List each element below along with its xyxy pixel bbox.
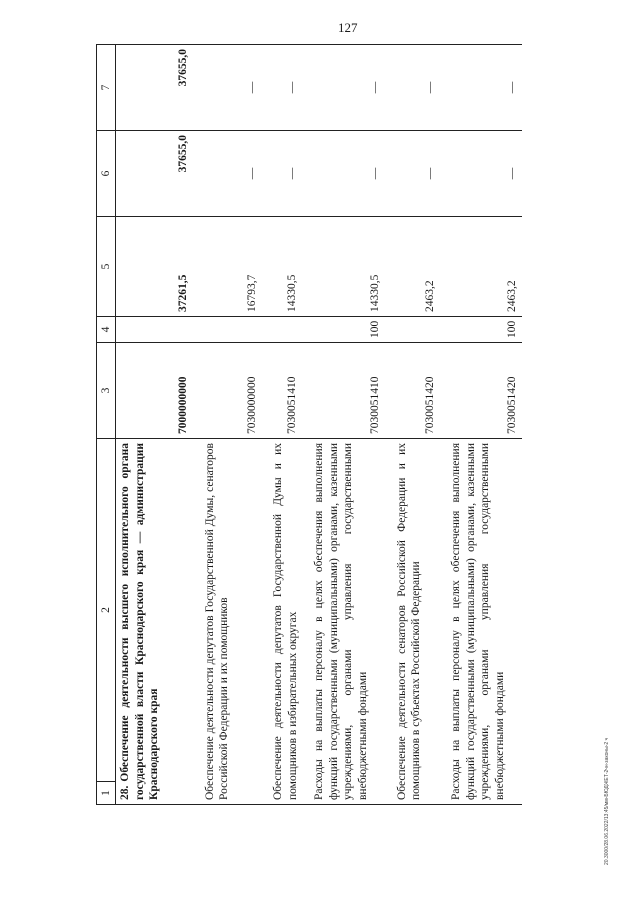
row-type: 100 (447, 317, 522, 343)
header-col-7: 7 (97, 45, 116, 131)
row-value-2022: 2463,2 (393, 217, 440, 317)
row-code: 7030000000 (201, 343, 262, 439)
header-col-3: 3 (97, 343, 116, 439)
row-value-2023: — (201, 131, 262, 217)
row-code: 7000000000 (116, 343, 193, 439)
row-code: 7030051410 (269, 343, 302, 439)
footer-stamp: 20.3000/28.06.2022/13:45/мм-БЮДЖЕТ-2чн-законы-2 ч (604, 737, 610, 865)
row-code: 7030051410 (310, 343, 385, 439)
row-value-2022: 2463,2 (447, 217, 522, 317)
header-col-2: 2 (100, 607, 112, 613)
row-type (116, 317, 193, 343)
header-col-5: 5 (97, 217, 116, 317)
row-name: Расходы на выплаты персоналу в целях обеспечения выполнения функций государственными (муниципальными) органами, казенными учреждениями, органами управления государственными внебюджетными фондами (310, 439, 385, 805)
header-col-6: 6 (97, 131, 116, 217)
row-code: 7030051420 (447, 343, 522, 439)
page-number: 127 (338, 20, 358, 35)
row-value-2022: 14330,5 (269, 217, 302, 317)
row-value-2022: 37261,5 (116, 217, 193, 317)
table-row (269, 45, 302, 805)
row-value-2023: 37655,0 (116, 131, 193, 217)
table-row (447, 45, 522, 805)
table-row (201, 45, 262, 805)
row-type (393, 317, 440, 343)
row-value-2024: — (310, 45, 385, 131)
table-row (116, 45, 193, 805)
table-row (393, 45, 440, 805)
header-cell (97, 439, 116, 805)
row-value-2023: — (269, 131, 302, 217)
row-type (269, 317, 302, 343)
row-value-2024: — (447, 45, 522, 131)
row-name: Обеспечение деятельности депутатов Государственной Думы и их помощников в избирательных округах (269, 439, 302, 805)
rotated-table-container (96, 45, 596, 805)
row-value-2024: — (393, 45, 440, 131)
row-type (201, 317, 262, 343)
table-header-row (97, 45, 116, 805)
row-value-2023: — (310, 131, 385, 217)
row-value-2023: — (393, 131, 440, 217)
header-col-4: 4 (97, 317, 116, 343)
row-value-2024: — (269, 45, 302, 131)
row-code: 7030051420 (393, 343, 440, 439)
row-name: Обеспечение деятельности высшего исполнительного органа государственной власти Краснодарского края — администрации Краснодарского края (119, 443, 160, 800)
row-name: Обеспечение деятельности сенаторов Российской Федерации и их помощников в субъектах Российской Федерации (393, 439, 440, 805)
row-value-2023: — (447, 131, 522, 217)
table-row (310, 45, 385, 805)
row-name: Обеспечение деятельности депутатов Государственной Думы, сенаторов Российской Федерации и их помощников (201, 439, 262, 805)
row-type: 100 (310, 317, 385, 343)
row-name: Расходы на выплаты персоналу в целях обеспечения выполнения функций государственными (муниципальными) органами, казенными учреждениями, органами управления государственными внебюджетными фондами (447, 439, 522, 805)
row-name-cell (116, 439, 193, 805)
row-value-2022: 16793,7 (201, 217, 262, 317)
row-number: 28. (119, 785, 131, 800)
budget-table (96, 44, 522, 805)
header-col-1: 1 (97, 781, 115, 804)
row-value-2022: 14330,5 (310, 217, 385, 317)
row-value-2024: — (201, 45, 262, 131)
row-value-2024: 37655,0 (116, 45, 193, 131)
